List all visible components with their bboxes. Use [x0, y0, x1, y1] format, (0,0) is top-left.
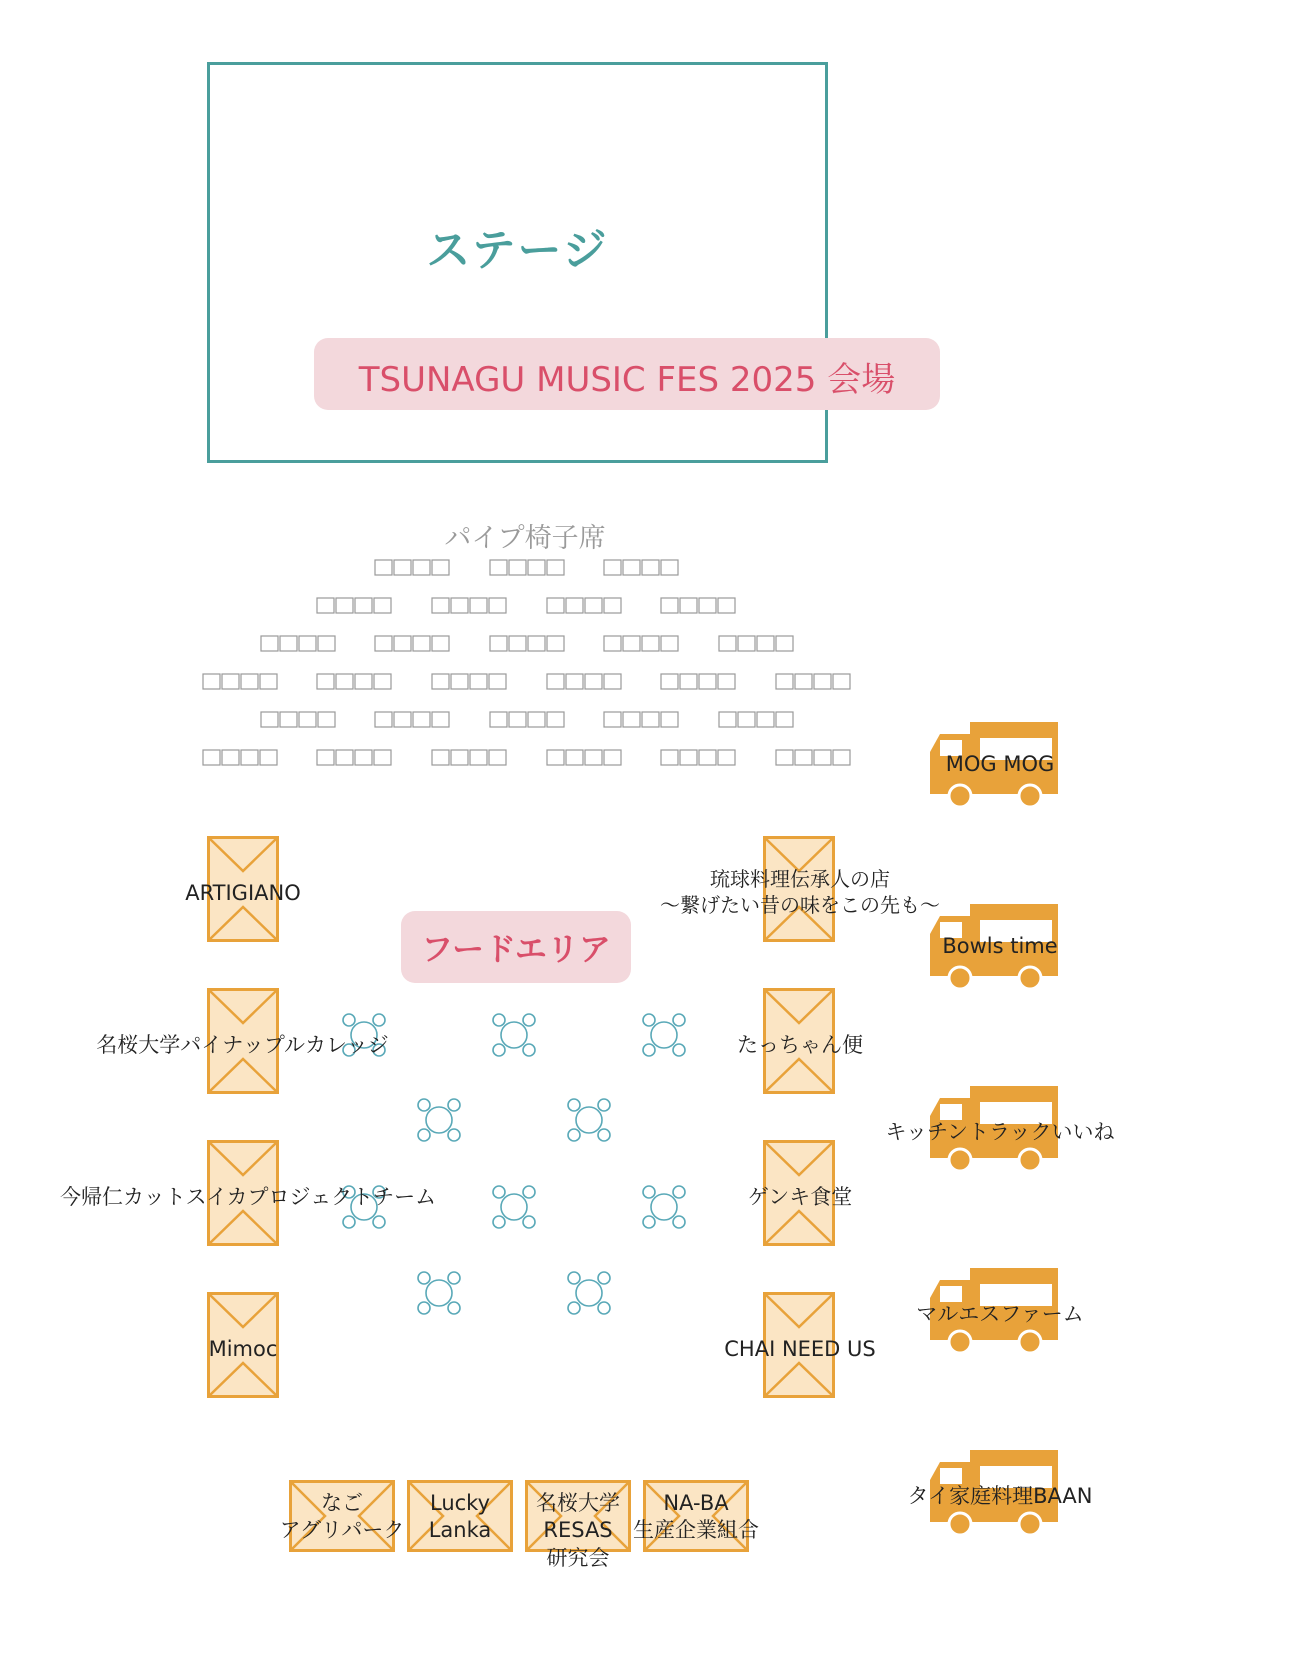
chair	[509, 636, 526, 651]
chair	[661, 598, 678, 613]
chair	[776, 712, 793, 727]
chair	[451, 750, 468, 765]
chair	[509, 712, 526, 727]
chair	[299, 712, 316, 727]
chair	[661, 560, 678, 575]
chair	[833, 674, 850, 689]
chair	[261, 636, 278, 651]
chair	[374, 598, 391, 613]
chair	[317, 750, 334, 765]
truck-label-mog-mog: MOG MOG	[945, 752, 1055, 776]
chair	[604, 712, 621, 727]
chair	[432, 598, 449, 613]
chair	[528, 560, 545, 575]
chair	[470, 750, 487, 765]
chair	[280, 636, 297, 651]
chair	[680, 598, 697, 613]
truck-label-kitchen-truck: キッチントラックいいね	[885, 1120, 1115, 1144]
chair	[470, 598, 487, 613]
chair	[317, 598, 334, 613]
chair	[432, 712, 449, 727]
booth-label-pineapple-college: 名桜大学パイナップルカレッジ	[96, 1033, 389, 1057]
chair	[661, 750, 678, 765]
booth-label-chai-need-us: CHAI NEED US	[724, 1337, 876, 1361]
chair	[451, 598, 468, 613]
chair	[795, 750, 812, 765]
table-set	[415, 1269, 463, 1317]
chair	[203, 674, 220, 689]
table-set	[490, 1011, 538, 1059]
chair	[280, 712, 297, 727]
chair	[317, 674, 334, 689]
chair	[547, 598, 564, 613]
table-set	[640, 1183, 688, 1231]
food-area-label: フードエリア	[421, 930, 611, 968]
chair	[490, 712, 507, 727]
chair	[699, 674, 716, 689]
chair	[547, 560, 564, 575]
chair	[336, 674, 353, 689]
chair	[699, 750, 716, 765]
chair	[718, 598, 735, 613]
chair	[776, 674, 793, 689]
chair	[222, 750, 239, 765]
chair	[719, 636, 736, 651]
chair	[642, 636, 659, 651]
chair	[528, 712, 545, 727]
booth-label-watermelon-team: 今帰仁カットスイカプロジェクトチーム	[60, 1185, 437, 1209]
chair	[623, 560, 640, 575]
chair	[566, 674, 583, 689]
chair	[547, 712, 564, 727]
truck-label-thai-baan: タイ家庭料理BAAN	[907, 1484, 1093, 1508]
chair	[489, 750, 506, 765]
chair	[738, 712, 755, 727]
chair	[375, 560, 392, 575]
chair	[718, 674, 735, 689]
booth-label-tacchan: たっちゃん便	[737, 1033, 863, 1057]
chair	[604, 560, 621, 575]
chair	[795, 674, 812, 689]
chair	[374, 674, 391, 689]
chair	[413, 712, 430, 727]
chair	[776, 750, 793, 765]
chair	[623, 636, 640, 651]
chair	[718, 750, 735, 765]
chair	[680, 674, 697, 689]
chair	[661, 636, 678, 651]
table-set	[565, 1269, 613, 1317]
chair	[203, 750, 220, 765]
booth-label-artigiano: ARTIGIANO	[185, 881, 301, 905]
booth-label-lucky-lanka: Lucky Lanka	[428, 1491, 492, 1543]
chair	[585, 598, 602, 613]
chair	[642, 560, 659, 575]
chair	[547, 674, 564, 689]
chair	[642, 712, 659, 727]
chair	[776, 636, 793, 651]
chair	[355, 674, 372, 689]
chair	[299, 636, 316, 651]
chair	[261, 712, 278, 727]
chair	[355, 598, 372, 613]
chair	[432, 560, 449, 575]
chair	[738, 636, 755, 651]
chair	[336, 750, 353, 765]
chair	[413, 636, 430, 651]
chair	[547, 750, 564, 765]
chair	[432, 636, 449, 651]
chair	[814, 750, 831, 765]
chair	[336, 598, 353, 613]
chair	[490, 560, 507, 575]
chair	[241, 750, 258, 765]
chair	[661, 712, 678, 727]
chair	[833, 750, 850, 765]
stage-label: ステージ	[426, 225, 609, 276]
chair	[566, 598, 583, 613]
chair	[375, 712, 392, 727]
chair	[394, 712, 411, 727]
chair	[604, 750, 621, 765]
table-set	[565, 1096, 613, 1144]
chair	[318, 712, 335, 727]
booth-label-ryukyu-cuisine: 琉球料理伝承人の店 ～繋げたい昔の味をこの先も～	[660, 867, 940, 917]
chair	[490, 636, 507, 651]
chair	[757, 636, 774, 651]
table-set	[415, 1096, 463, 1144]
venue-title: TSUNAGU MUSIC FES 2025 会場	[358, 360, 896, 400]
chair	[489, 598, 506, 613]
booth-label-resas: 名桜大学 RESAS 研究会	[536, 1491, 620, 1570]
chair	[413, 560, 430, 575]
chair	[260, 674, 277, 689]
chair	[623, 712, 640, 727]
table-set	[490, 1183, 538, 1231]
table-set	[640, 1011, 688, 1059]
seating-title: パイプ椅子席	[444, 523, 606, 554]
booth-label-nago-agripark: なご アグリパーク	[279, 1491, 405, 1543]
chair	[680, 750, 697, 765]
chair	[222, 674, 239, 689]
booth-label-mimoc: Mimoc	[208, 1337, 278, 1361]
chair	[375, 636, 392, 651]
chair	[566, 750, 583, 765]
chair	[814, 674, 831, 689]
chair	[547, 636, 564, 651]
chair	[509, 560, 526, 575]
chair	[604, 598, 621, 613]
chair	[604, 674, 621, 689]
chair	[699, 598, 716, 613]
chair	[432, 750, 449, 765]
chair	[451, 674, 468, 689]
chair	[241, 674, 258, 689]
chair	[661, 674, 678, 689]
chair	[394, 636, 411, 651]
chair	[374, 750, 391, 765]
chair	[757, 712, 774, 727]
chair	[604, 636, 621, 651]
chair	[355, 750, 372, 765]
chair	[470, 674, 487, 689]
chair	[260, 750, 277, 765]
chair	[318, 636, 335, 651]
chair	[585, 674, 602, 689]
chair	[585, 750, 602, 765]
truck-label-bowls-time: Bowls time	[942, 934, 1058, 958]
chair	[528, 636, 545, 651]
truck-label-marues-farm: マルエスファーム	[916, 1302, 1084, 1326]
chair	[719, 712, 736, 727]
chair	[489, 674, 506, 689]
booth-label-naba: NA-BA 生産企業組合	[633, 1491, 759, 1543]
chair	[394, 560, 411, 575]
booth-label-genki: ゲンキ食堂	[747, 1185, 853, 1209]
chair	[432, 674, 449, 689]
